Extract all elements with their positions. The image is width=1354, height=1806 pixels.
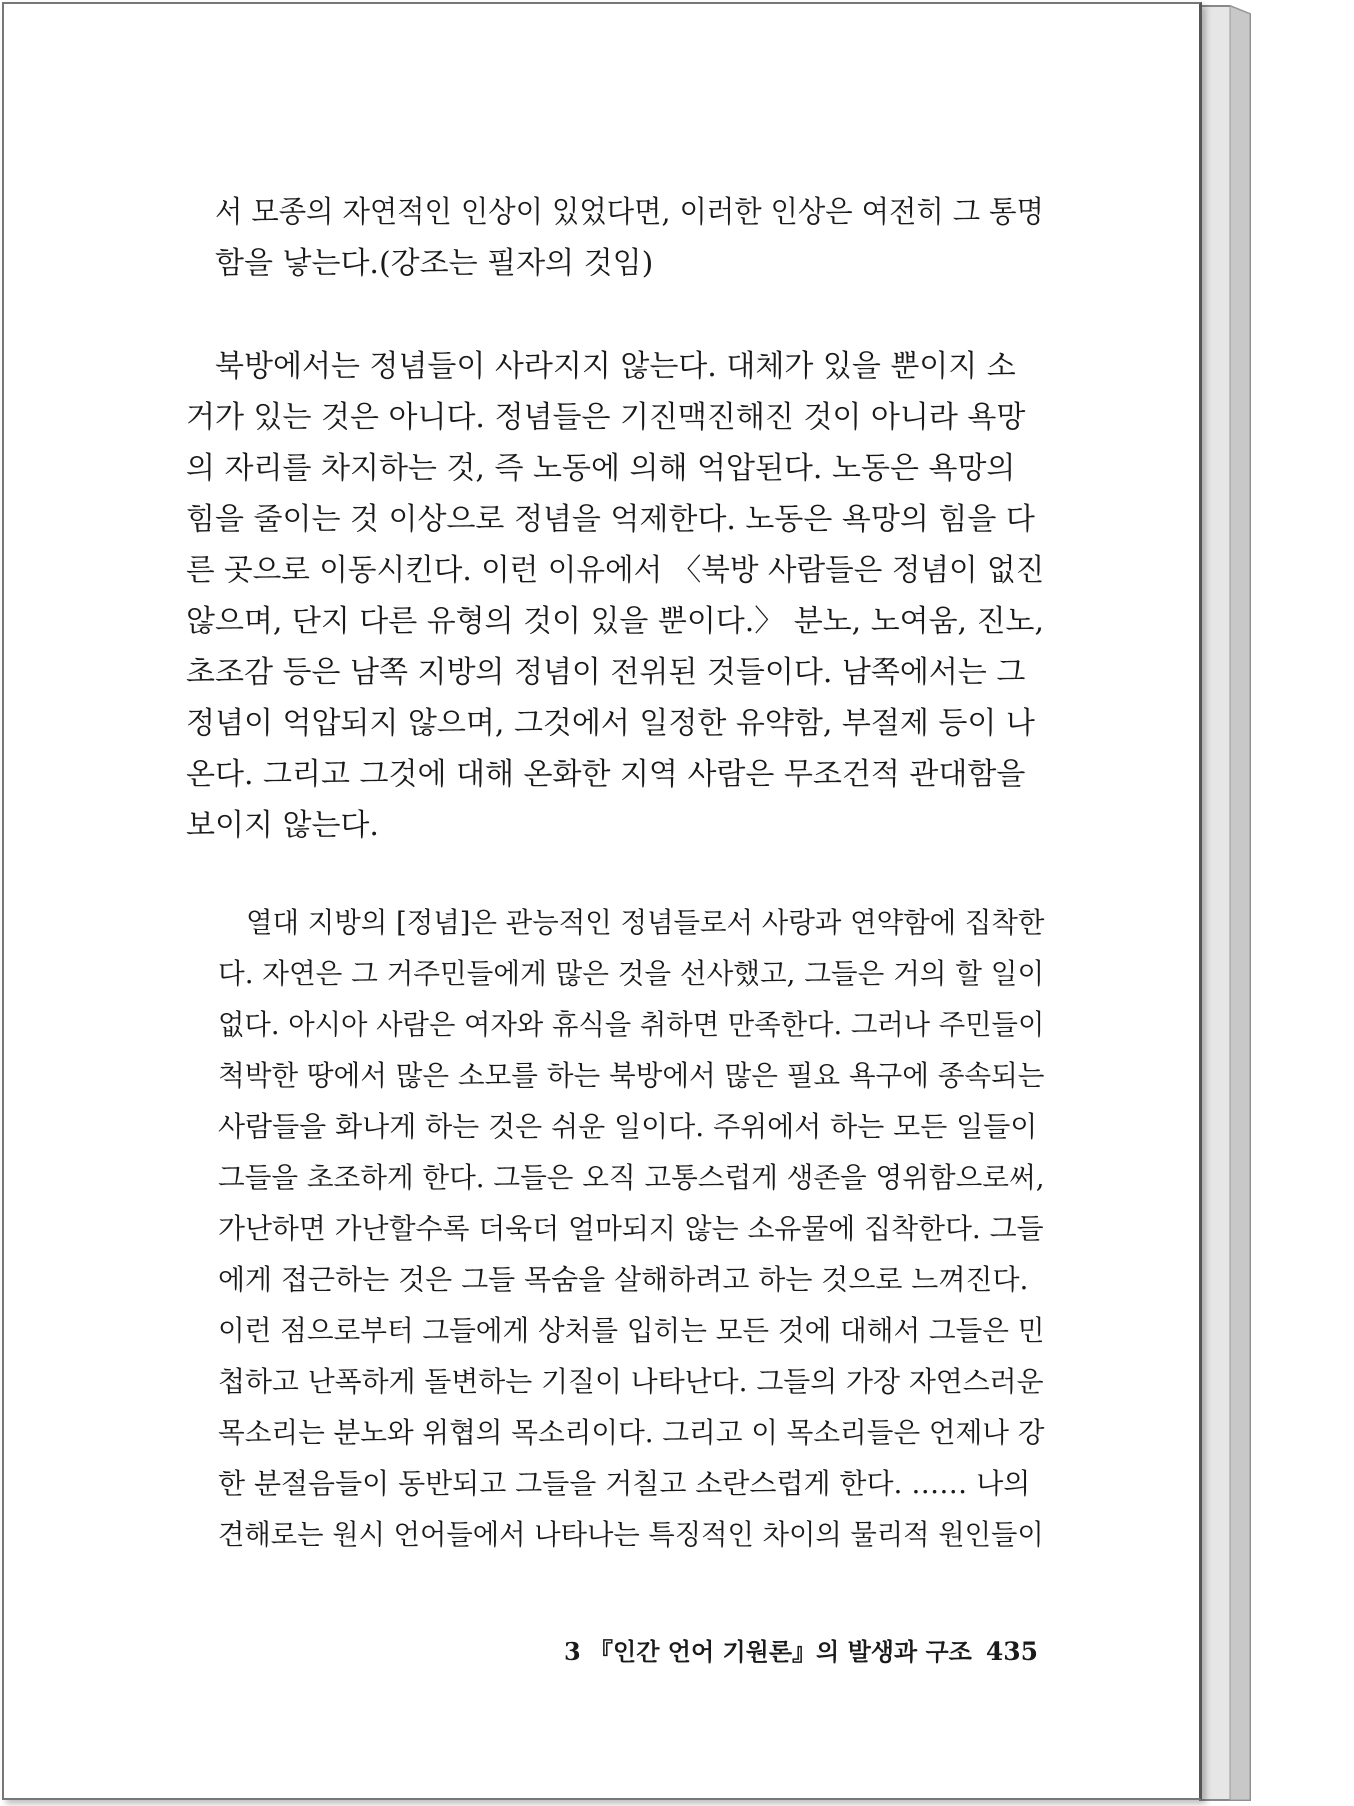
text-line: 보이지 않는다. <box>186 808 379 843</box>
text-line: 른 곳으로 이동시킨다. 이런 이유에서 〈북방 사람들은 정념이 없진 <box>186 553 1045 588</box>
text-line: 거가 있는 것은 아니다. 정념들은 기진맥진해진 것이 아니라 욕망 <box>186 400 1026 435</box>
text-line: 북방에서는 정념들이 사라지지 않는다. 대체가 있을 뿐이지 소 <box>215 349 1016 384</box>
text-line: 다. 자연은 그 거주민들에게 많은 것을 선사했고, 그들은 거의 할 일이 <box>218 957 1045 990</box>
text-line: 함을 낳는다.(강조는 필자의 것임) <box>215 246 654 281</box>
text-line: 사람들을 화나게 하는 것은 쉬운 일이다. 주위에서 하는 모든 일들이 <box>218 1110 1038 1143</box>
text-line: 힘을 줄이는 것 이상으로 정념을 억제한다. 노동은 욕망의 힘을 다 <box>186 502 1035 537</box>
page-number: 435 <box>985 1637 1039 1666</box>
text-line: 견해로는 원시 언어들에서 나타나는 특징적인 차이의 물리적 원인들이 <box>218 1518 1044 1551</box>
text-line: 에게 접근하는 것은 그들 목숨을 살해하려고 하는 것으로 느껴진다. <box>218 1263 1029 1296</box>
book-page <box>2 2 1202 1800</box>
text-line: 초조감 등은 남쪽 지방의 정념이 전위된 것들이다. 남쪽에서는 그 <box>186 655 1026 690</box>
text-line: 가난하면 가난할수록 더욱더 얼마되지 않는 소유물에 집착한다. 그들 <box>218 1212 1044 1245</box>
text-line: 정념이 억압되지 않으며, 그것에서 일정한 유약함, 부절제 등이 나 <box>186 706 1035 741</box>
text-line: 척박한 땅에서 많은 소모를 하는 북방에서 많은 필요 욕구에 종속되는 <box>218 1059 1045 1092</box>
page-footer <box>564 1632 1039 1667</box>
text-line: 의 자리를 차지하는 것, 즉 노동에 의해 억압된다. 노동은 욕망의 <box>186 451 1016 486</box>
text-line: 없다. 아시아 사람은 여자와 휴식을 취하면 만족한다. 그러나 주민들이 <box>218 1008 1045 1041</box>
text-line: 목소리는 분노와 위협의 목소리이다. 그리고 이 목소리들은 언제나 강 <box>218 1416 1045 1449</box>
text-line: 한 분절음들이 동반되고 그들을 거칠고 소란스럽게 한다. …… 나의 <box>218 1467 1031 1500</box>
text-line: 열대 지방의 [정념]은 관능적인 정념들로서 사랑과 연약함에 집착한 <box>246 906 1045 939</box>
text-line: 온다. 그리고 그것에 대해 온화한 지역 사람은 무조건적 관대함을 <box>186 757 1026 792</box>
running-head: 3 『인간 언어 기원론』의 발생과 구조 <box>564 1637 972 1666</box>
text-line: 않으며, 단지 다른 유형의 것이 있을 뿐이다.〉 분노, 노여움, 진노, <box>186 604 1045 639</box>
text-line: 첩하고 난폭하게 돌변하는 기질이 나타난다. 그들의 가장 자연스러운 <box>218 1365 1044 1398</box>
text-line: 서 모종의 자연적인 인상이 있었다면, 이러한 인상은 여전히 그 통명 <box>215 195 1044 230</box>
book-edge <box>1190 0 1354 1806</box>
text-line: 이런 점으로부터 그들에게 상처를 입히는 모든 것에 대해서 그들은 민 <box>218 1314 1045 1347</box>
text-line: 그들을 초조하게 한다. 그들은 오직 고통스럽게 생존을 영위함으로써, <box>218 1161 1045 1194</box>
